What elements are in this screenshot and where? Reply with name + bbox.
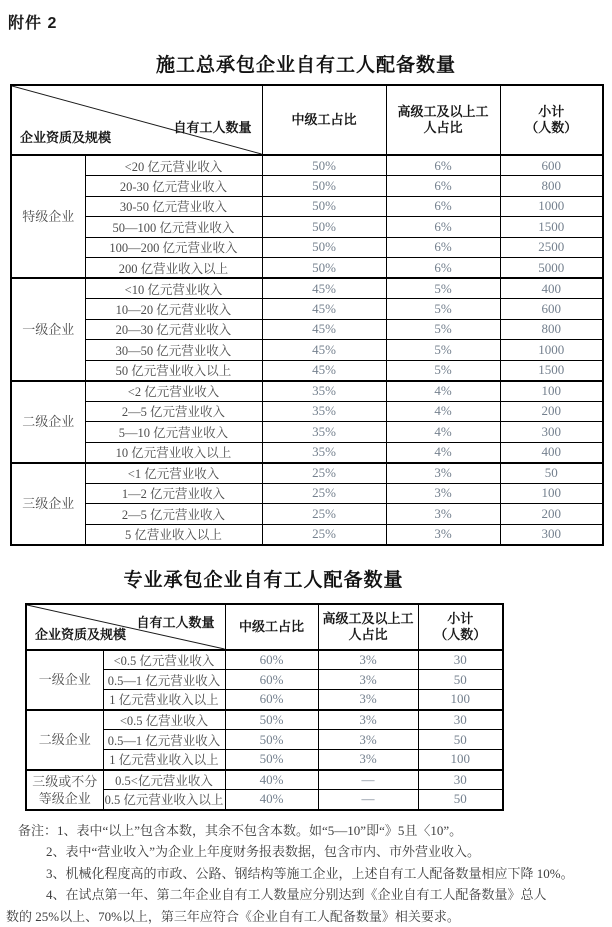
mid-ratio-cell: 25% <box>262 483 386 504</box>
mid-ratio-cell: 50% <box>225 710 318 730</box>
header-own-workers-count: 自有工人数量 <box>173 117 251 136</box>
mid-ratio-cell: 50% <box>262 237 386 258</box>
senior-ratio-cell: 3% <box>318 650 418 670</box>
income-range-cell: <10 亿元营业收入 <box>85 278 262 299</box>
income-range-cell: <0.5 亿营业收入 <box>103 710 225 730</box>
mid-ratio-cell: 60% <box>225 690 318 710</box>
mid-ratio-cell: 50% <box>262 258 386 279</box>
mid-ratio-cell: 50% <box>225 730 318 750</box>
subtotal-cell: 30 <box>418 770 503 790</box>
specialty-contracting-table <box>25 603 504 811</box>
mid-ratio-cell: 50% <box>225 750 318 770</box>
header-senior-level-ratio: 高级工及以上工 人占比 <box>318 604 418 650</box>
income-range-cell: 20—30 亿元营业收入 <box>85 319 262 340</box>
remark-line: 2、表中“营业收入”为企业上年度财务报表数据，包含市内、市外营业收入。 <box>0 841 612 863</box>
table1-body <box>11 155 603 545</box>
subtotal-cell: 800 <box>500 176 603 197</box>
subtotal-cell: 200 <box>500 504 603 525</box>
subtotal-cell: 50 <box>500 463 603 484</box>
senior-ratio-cell: 6% <box>386 196 500 217</box>
table-row <box>11 217 603 238</box>
senior-ratio-cell: 3% <box>318 710 418 730</box>
senior-ratio-cell: 6% <box>386 217 500 238</box>
subtotal-cell: 400 <box>500 278 603 299</box>
senior-ratio-cell: 3% <box>386 504 500 525</box>
mid-ratio-cell: 50% <box>262 155 386 176</box>
income-range-cell: 10—20 亿元营业收入 <box>85 299 262 320</box>
subtotal-cell: 100 <box>500 381 603 402</box>
subtotal-cell: 5000 <box>500 258 603 279</box>
senior-ratio-cell: 3% <box>386 463 500 484</box>
remark-line: 备注：1、表中“以上”包含本数，其余不包含本数。如“5—10”即“》5且〈10”。 <box>0 820 612 842</box>
remark-line: 数的 25%以上、70%以上，第三年应符合《企业自有工人配备数量》相关要求。 <box>0 906 612 927</box>
mid-ratio-cell: 25% <box>262 524 386 545</box>
subtotal-cell: 2500 <box>500 237 603 258</box>
table-row <box>11 381 603 402</box>
subtotal-cell: 300 <box>500 422 603 443</box>
table-row <box>26 770 503 790</box>
mid-ratio-cell: 35% <box>262 401 386 422</box>
senior-ratio-cell: 5% <box>386 299 500 320</box>
senior-ratio-cell: 4% <box>386 401 500 422</box>
subtotal-cell: 400 <box>500 442 603 463</box>
income-range-cell: <2 亿元营业收入 <box>85 381 262 402</box>
mid-ratio-cell: 60% <box>225 670 318 690</box>
enterprise-grade-cell: 一级企业 <box>26 650 103 710</box>
document-page <box>0 10 612 927</box>
enterprise-grade-cell: 二级企业 <box>26 710 103 770</box>
mid-ratio-cell: 35% <box>262 422 386 443</box>
senior-ratio-cell: 4% <box>386 381 500 402</box>
subtotal-cell: 50 <box>418 790 503 810</box>
subtotal-cell: 300 <box>500 524 603 545</box>
mid-ratio-cell: 45% <box>262 340 386 361</box>
mid-ratio-cell: 50% <box>262 196 386 217</box>
mid-ratio-cell: 40% <box>225 790 318 810</box>
income-range-cell: 100—200 亿元营业收入 <box>85 237 262 258</box>
mid-ratio-cell: 35% <box>262 442 386 463</box>
table-row <box>11 319 603 340</box>
table1-header-row <box>11 85 603 155</box>
senior-ratio-cell: 3% <box>318 690 418 710</box>
senior-ratio-cell: — <box>318 770 418 790</box>
income-range-cell: 1 亿元营业收入以上 <box>103 690 225 710</box>
header-mid-level-ratio: 中级工占比 <box>225 604 318 650</box>
income-range-cell: <20 亿元营业收入 <box>85 155 262 176</box>
mid-ratio-cell: 35% <box>262 381 386 402</box>
enterprise-grade-cell: 特级企业 <box>11 155 85 278</box>
senior-ratio-cell: 5% <box>386 340 500 361</box>
table-row <box>11 442 603 463</box>
table-row <box>26 650 503 670</box>
income-range-cell: 50 亿元营业收入以上 <box>85 360 262 381</box>
subtotal-cell: 100 <box>500 483 603 504</box>
income-range-cell: 20-30 亿元营业收入 <box>85 176 262 197</box>
table-row <box>11 278 603 299</box>
diagonal-header-cell <box>11 85 262 155</box>
income-range-cell: 2—5 亿元营业收入 <box>85 401 262 422</box>
table-row <box>11 483 603 504</box>
subtotal-cell: 200 <box>500 401 603 422</box>
income-range-cell: <1 亿元营业收入 <box>85 463 262 484</box>
senior-ratio-cell: 3% <box>386 483 500 504</box>
mid-ratio-cell: 45% <box>262 299 386 320</box>
diagonal-header-cell <box>26 604 225 650</box>
income-range-cell: 30—50 亿元营业收入 <box>85 340 262 361</box>
table-row <box>11 340 603 361</box>
income-range-cell: 0.5—1 亿元营业收入 <box>103 730 225 750</box>
income-range-cell: 10 亿元营业收入以上 <box>85 442 262 463</box>
senior-ratio-cell: 6% <box>386 176 500 197</box>
remark-line: 3、机械化程度高的市政、公路、钢结构等施工企业，上述自有工人配备数量相应下降 10%。 <box>0 863 612 885</box>
table2-header-row <box>26 604 503 650</box>
header-senior-level-ratio: 高级工及以上工 人占比 <box>386 85 500 155</box>
enterprise-grade-cell: 三级企业 <box>11 463 85 545</box>
remark-line: 4、在试点第一年、第二年企业自有工人数量应分别达到《企业自有工人配备数量》总人 <box>0 884 612 906</box>
subtotal-cell: 1000 <box>500 196 603 217</box>
subtotal-cell: 50 <box>418 670 503 690</box>
senior-ratio-cell: 4% <box>386 422 500 443</box>
senior-ratio-cell: 6% <box>386 155 500 176</box>
senior-ratio-cell: 5% <box>386 278 500 299</box>
header-enterprise-grade-scale: 企业资质及规模 <box>20 127 111 146</box>
mid-ratio-cell: 25% <box>262 504 386 525</box>
income-range-cell: 0.5 亿元营业收入以上 <box>103 790 225 810</box>
subtotal-cell: 600 <box>500 299 603 320</box>
table-row <box>11 176 603 197</box>
header-subtotal: 小计 （人数） <box>418 604 503 650</box>
remarks-section <box>0 820 612 927</box>
senior-ratio-cell: 6% <box>386 258 500 279</box>
income-range-cell: 1—2 亿元营业收入 <box>85 483 262 504</box>
table-row <box>11 524 603 545</box>
table-row <box>11 463 603 484</box>
mid-ratio-cell: 50% <box>262 217 386 238</box>
enterprise-grade-cell: 三级或不分等级企业 <box>26 770 103 810</box>
senior-ratio-cell: 3% <box>386 524 500 545</box>
subtotal-cell: 30 <box>418 710 503 730</box>
table-row <box>11 360 603 381</box>
subtotal-cell: 1500 <box>500 360 603 381</box>
subtotal-cell: 30 <box>418 650 503 670</box>
table-row <box>11 422 603 443</box>
income-range-cell: 5 亿营业收入以上 <box>85 524 262 545</box>
income-range-cell: 0.5<亿元营业收入 <box>103 770 225 790</box>
table-row <box>11 504 603 525</box>
senior-ratio-cell: 3% <box>318 750 418 770</box>
table2-title: 专业承包企业自有工人配备数量 <box>25 565 502 592</box>
subtotal-cell: 1000 <box>500 340 603 361</box>
table-row <box>11 196 603 217</box>
senior-ratio-cell: 3% <box>318 670 418 690</box>
subtotal-cell: 100 <box>418 750 503 770</box>
income-range-cell: 1 亿元营业收入以上 <box>103 750 225 770</box>
enterprise-grade-cell: 一级企业 <box>11 278 85 381</box>
table2-body <box>26 650 503 810</box>
header-mid-level-ratio: 中级工占比 <box>262 85 386 155</box>
enterprise-grade-cell: 二级企业 <box>11 381 85 463</box>
subtotal-cell: 1500 <box>500 217 603 238</box>
table-row <box>11 258 603 279</box>
senior-ratio-cell: 3% <box>318 730 418 750</box>
subtotal-cell: 800 <box>500 319 603 340</box>
header-own-workers-count: 自有工人数量 <box>136 612 214 631</box>
table-row <box>11 155 603 176</box>
income-range-cell: 30-50 亿元营业收入 <box>85 196 262 217</box>
income-range-cell: 50—100 亿元营业收入 <box>85 217 262 238</box>
income-range-cell: 0.5—1 亿元营业收入 <box>103 670 225 690</box>
income-range-cell: 2—5 亿元营业收入 <box>85 504 262 525</box>
general-contracting-table <box>10 84 604 546</box>
senior-ratio-cell: 4% <box>386 442 500 463</box>
mid-ratio-cell: 45% <box>262 278 386 299</box>
subtotal-cell: 100 <box>418 690 503 710</box>
income-range-cell: 5—10 亿元营业收入 <box>85 422 262 443</box>
subtotal-cell: 50 <box>418 730 503 750</box>
mid-ratio-cell: 25% <box>262 463 386 484</box>
table-row <box>11 299 603 320</box>
senior-ratio-cell: 5% <box>386 319 500 340</box>
senior-ratio-cell: 5% <box>386 360 500 381</box>
mid-ratio-cell: 40% <box>225 770 318 790</box>
senior-ratio-cell: 6% <box>386 237 500 258</box>
mid-ratio-cell: 50% <box>262 176 386 197</box>
table-row <box>11 237 603 258</box>
subtotal-cell: 600 <box>500 155 603 176</box>
attachment-label: 附件 2 <box>8 10 612 33</box>
mid-ratio-cell: 45% <box>262 319 386 340</box>
header-subtotal: 小计 （人数） <box>500 85 603 155</box>
mid-ratio-cell: 45% <box>262 360 386 381</box>
header-enterprise-grade-scale: 企业资质及规模 <box>35 624 126 643</box>
senior-ratio-cell: — <box>318 790 418 810</box>
income-range-cell: <0.5 亿元营业收入 <box>103 650 225 670</box>
income-range-cell: 200 亿营业收入以上 <box>85 258 262 279</box>
table-row <box>26 710 503 730</box>
mid-ratio-cell: 60% <box>225 650 318 670</box>
table1-title: 施工总承包企业自有工人配备数量 <box>0 50 612 77</box>
table-row <box>11 401 603 422</box>
